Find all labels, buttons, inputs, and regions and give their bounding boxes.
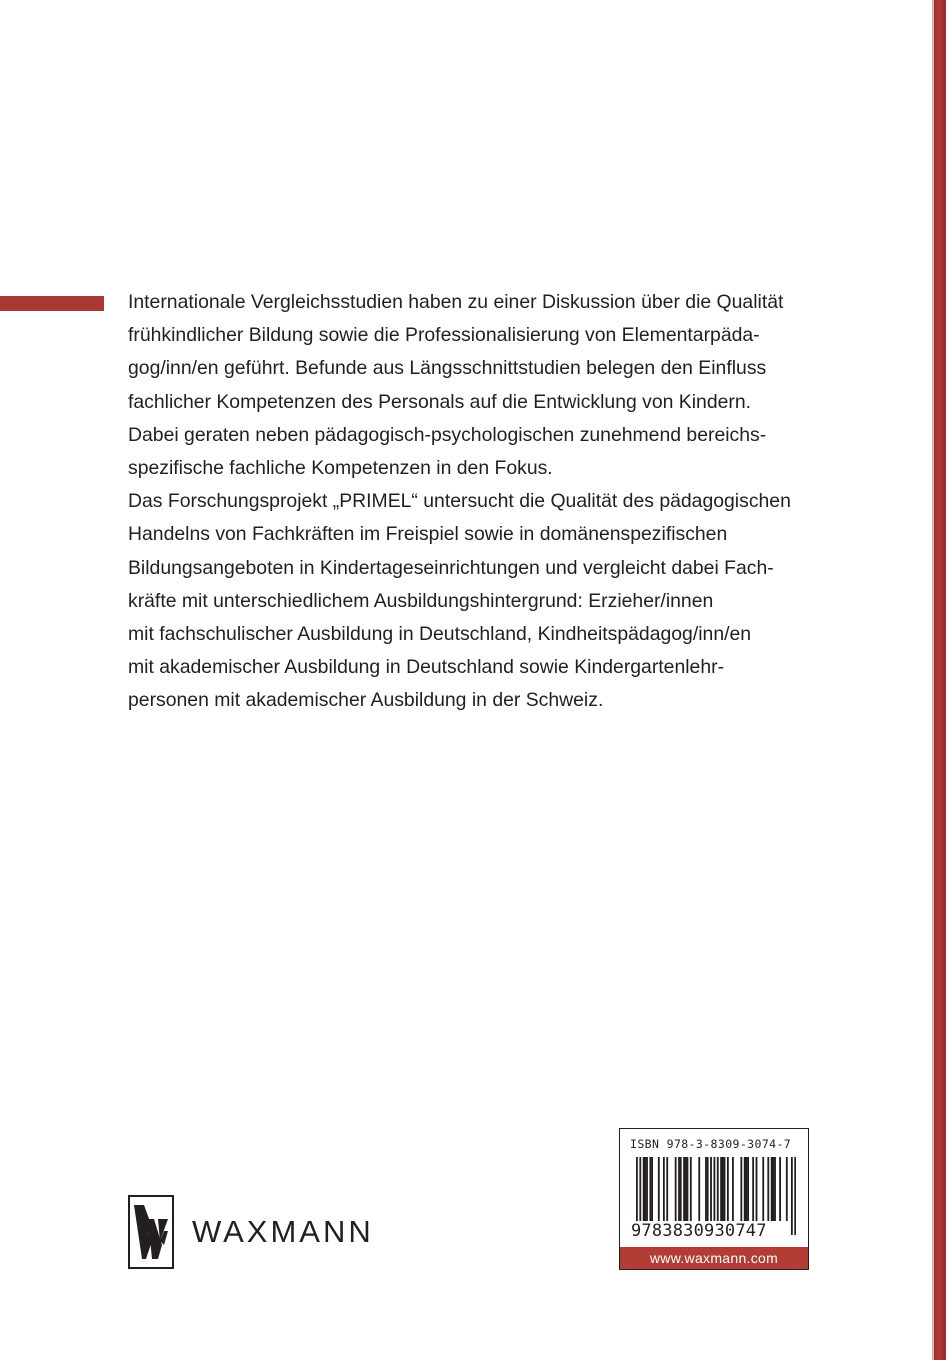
barcode-bar: [643, 1157, 645, 1221]
barcode-bar: [774, 1157, 776, 1221]
blurb-line: Dabei geraten neben pädagogisch-psychologischen zunehmend bereichs-: [128, 423, 767, 446]
barcode-bar: [756, 1157, 758, 1221]
barcode-bar: [680, 1157, 682, 1221]
barcode-bar: [644, 1157, 646, 1221]
isbn-label: ISBN 978-3-8309-3074-7: [630, 1137, 792, 1151]
barcode-bar: [649, 1157, 651, 1221]
spine-edge: [934, 0, 946, 1360]
barcode-bar: [779, 1157, 781, 1221]
barcode-bar: [690, 1157, 692, 1221]
barcode-bar: [744, 1157, 746, 1221]
barcode-bar: [687, 1157, 689, 1221]
barcode-bar: [747, 1157, 749, 1221]
barcode-bar: [685, 1157, 687, 1221]
publisher-name: WAXMANN: [192, 1214, 374, 1249]
barcode-bar: [710, 1157, 712, 1221]
barcode-bar: [724, 1157, 726, 1221]
blurb-line: mit fachschulischer Ausbildung in Deutschland, Kindheitspädagog/inn/en: [128, 623, 752, 646]
blurb-line: frühkindlicher Bildung sowie die Professionalisierung von Elementarpäda-: [128, 324, 760, 347]
barcode-bar: [658, 1157, 660, 1221]
barcode-bar: [794, 1157, 796, 1235]
barcode-bar: [705, 1157, 707, 1221]
blurb-line: Handelns von Fachkräften im Freispiel sowie in domänenspezifischen: [128, 523, 728, 546]
barcode-bar: [666, 1157, 668, 1221]
blurb-line: Internationale Vergleichsstudien haben zu einer Diskussion über die Qualität: [128, 291, 784, 313]
barcode-bar: [663, 1157, 665, 1221]
barcode-bar: [791, 1157, 793, 1235]
barcode-bar: [745, 1157, 747, 1221]
barcode-bar: [720, 1157, 722, 1221]
barcode-bar: [707, 1157, 709, 1221]
barcode-bar: [722, 1157, 724, 1221]
barcode-bar: [683, 1157, 685, 1221]
blurb-line: fachlicher Kompetenzen des Personals auf die Entwicklung von Kindern.: [128, 390, 752, 413]
barcode-bar: [678, 1157, 680, 1221]
blurb-line: Das Forschungsprojekt „PRIMEL“ untersucht die Qualität des pädagogischen: [128, 490, 791, 513]
isbn-barcode-box: [619, 1128, 809, 1270]
blurb-line: mit akademischer Ausbildung in Deutschland sowie Kindergartenlehr-: [128, 656, 725, 679]
barcode-bar: [646, 1157, 648, 1221]
blurb-line: spezifische fachliche Kompetenzen in den Fokus.: [128, 457, 553, 480]
blurb-line: Bildungsangeboten in Kindertageseinrichtungen und vergleicht dabei Fach-: [128, 556, 774, 579]
barcode-bar: [786, 1157, 788, 1221]
barcode-bar: [651, 1157, 653, 1221]
publisher-logo: [128, 1195, 374, 1269]
barcode-bar: [675, 1157, 677, 1221]
barcode-bar: [698, 1157, 700, 1221]
barcode-bar: [771, 1157, 773, 1221]
blurb-line: gog/inn/en geführt. Befunde aus Längsschnittstudien belegen den Einfluss: [128, 357, 767, 380]
barcode-bar: [762, 1157, 764, 1221]
barcode-bar: [772, 1157, 774, 1221]
blurb-line: kräfte mit unterschiedlichem Ausbildungshintergrund: Erzieher/innen: [128, 589, 714, 612]
barcode-bar: [752, 1157, 754, 1221]
barcode-bar: [732, 1157, 734, 1221]
accent-bar: [0, 296, 104, 311]
barcode-bar: [767, 1157, 769, 1221]
logo-w-glyph: [130, 1197, 172, 1267]
blurb-line: personen mit akademischer Ausbildung in der Schweiz.: [128, 689, 604, 712]
barcode-bar: [740, 1157, 742, 1221]
waxmann-w-logo-icon: [128, 1195, 174, 1269]
barcode-bar: [727, 1157, 729, 1221]
ean-digits: 9783830930747: [631, 1221, 767, 1241]
back-cover-blurb: [128, 286, 818, 718]
publisher-website[interactable]: www.waxmann.com: [620, 1247, 808, 1269]
